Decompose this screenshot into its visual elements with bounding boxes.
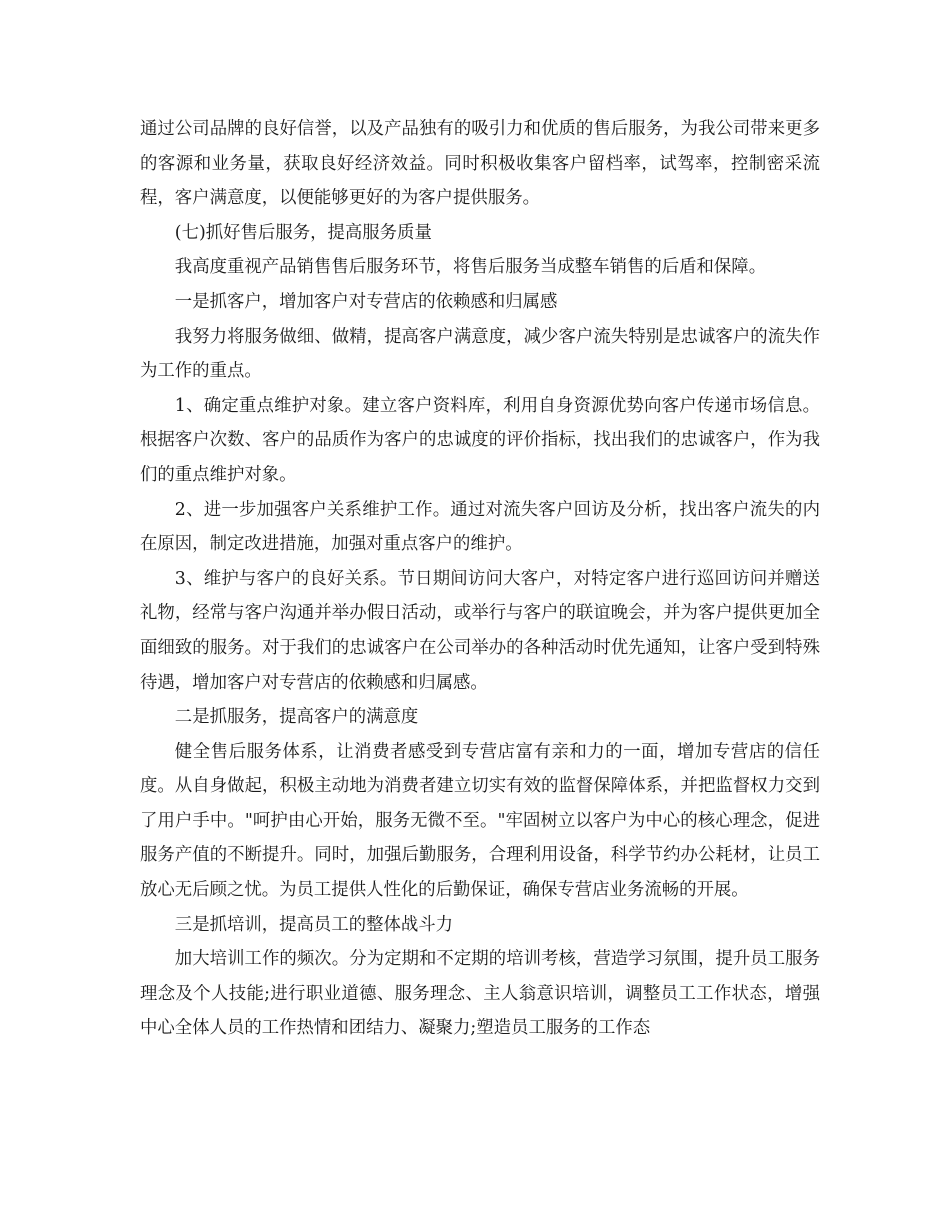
list-item-2: 2、进一步加强客户关系维护工作。通过对流失客户回访及分析，找出客户流失的内在原因，制定改进措施，加强对重点客户的维护。 [140, 499, 820, 555]
subheading-service: 二是抓服务，提高客户的满意度 [174, 707, 419, 728]
paragraph-continuation: 通过公司品牌的良好信誉，以及产品独有的吸引力和优质的售后服务，为我公司带来更多的客源和业务量，获取良好经济效益。同时积极收集客户留档率，试驾率，控制密采流程，客户满意度，以便能够更好的为客户提供服务。 [140, 119, 820, 209]
paragraph-after-sales-intro: 我高度重视产品销售售后服务环节，将售后服务当成整车销售的后盾和保障。 [174, 257, 767, 278]
subheading-customers: 一是抓客户，增加客户对专营店的依赖感和归属感 [174, 291, 558, 312]
paragraph-service-system: 健全售后服务体系，让消费者感受到专营店富有亲和力的一面，增加专营店的信任度。从自身做起，积极主动地为消费者建立切实有效的监督保障体系，并把监督权力交到了用户手中。"呵护由心开始，服务无微不至。"牢固树立以客户为中心的核心理念，促进服务产值的不断提升。同时，加强后勤服务，合理利用设备，科学节约办公耗材，让员工放心无后顾之忧。为员工提供人性化的后勤保证，确保专营店业务流畅的开展。 [140, 741, 820, 901]
subheading-training: 三是抓培训，提高员工的整体战斗力 [174, 914, 454, 935]
section-heading-after-sales: (七)抓好售后服务，提高服务质量 [174, 222, 432, 243]
paragraph-customer-focus: 我努力将服务做细、做精，提高客户满意度，减少客户流失特别是忠诚客户的流失作为工作的重点。 [140, 326, 820, 382]
list-item-3: 3、维护与客户的良好关系。节日期间访问大客户，对特定客户进行巡回访问并赠送礼物，经常与客户沟通并举办假日活动，或举行与客户的联谊晚会，并为客户提供更加全面细致的服务。对于我们的忠诚客户在公司举办的各种活动时优先通知，让客户受到特殊待遇，增加客户对专营店的依赖感和归属感。 [140, 568, 820, 693]
document-body [140, 112, 820, 1046]
paragraph-training: 加大培训工作的频次。分为定期和不定期的培训考核，营造学习氛围，提升员工服务理念及个人技能;进行职业道德、服务理念、主人翁意识培训，调整员工工作状态，增强中心全体人员的工作热情和团结力、凝聚力;塑造员工服务的工作态 [140, 949, 820, 1039]
list-item-1: 1、确定重点维护对象。建立客户资料库，利用自身资源优势向客户传递市场信息。根据客户次数、客户的品质作为客户的忠诚度的评价指标，找出我们的忠诚客户，作为我们的重点维护对象。 [140, 395, 820, 485]
